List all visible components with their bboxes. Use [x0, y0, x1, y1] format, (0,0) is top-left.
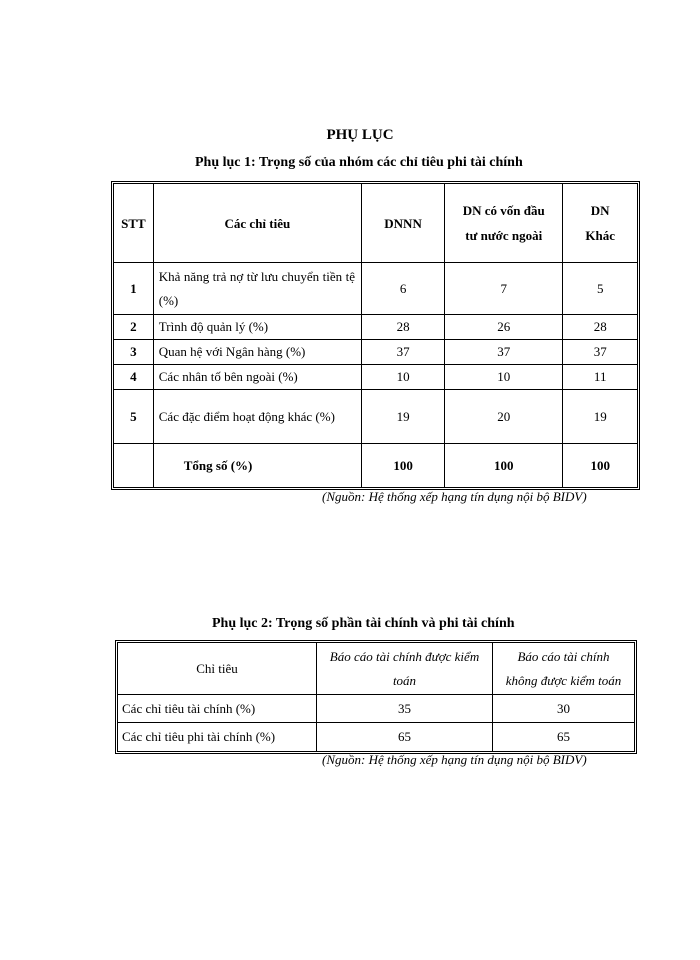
table-row [114, 315, 637, 340]
row-name: Các chỉ tiêu phi tài chính (%) [118, 723, 317, 751]
appendix1-subtitle: Phụ lục 1: Trọng số của nhóm các chỉ tiêu phi tài chính [195, 155, 523, 170]
row-name: Các đặc điểm hoạt động khác (%) [154, 390, 362, 444]
row-name: Khả năng trả nợ từ lưu chuyển tiền tệ (%) [154, 263, 362, 315]
row-stt: 1 [114, 263, 154, 315]
table-header-row [118, 643, 634, 695]
row-value-unaudited: 65 [557, 729, 570, 744]
appendix1-table [111, 181, 640, 490]
row-value-audited: 65 [317, 723, 493, 751]
row-name: Các chỉ tiêu tài chính (%) [118, 695, 317, 723]
row-value-fdi: 37 [445, 340, 563, 365]
row-value-audited: 35 [317, 695, 493, 723]
row-value-dnnn: 19 [362, 390, 445, 444]
page-title: PHỤ LỤC [326, 127, 394, 143]
header-dnnn: DNNN [362, 184, 445, 263]
row-stt: 5 [114, 390, 154, 444]
total-value-other: 100 [590, 457, 610, 473]
row-name: Trình độ quản lý (%) [154, 315, 362, 340]
row-value-other: 28 [563, 315, 637, 340]
row-value-fdi: 26 [445, 315, 563, 340]
table-row [118, 695, 634, 723]
row-value-other: 11 [563, 365, 637, 390]
row-value-fdi: 7 [445, 263, 563, 315]
appendix2-subtitle: Phụ lục 2: Trọng số phần tài chính và phi tài chính [212, 616, 515, 631]
row-name: Các nhân tố bên ngoài (%) [154, 365, 362, 390]
appendix2-source: (Nguồn: Hệ thống xếp hạng tín dụng nội bộ BIDV) [322, 752, 587, 767]
row-stt: 2 [114, 315, 154, 340]
header-criteria: Chỉ tiêu [118, 643, 317, 695]
row-value-unaudited: 30 [493, 695, 634, 723]
table-total-row [114, 444, 637, 487]
header-unaudited: Báo cáo tài chính không được kiểm toán [493, 643, 634, 695]
row-name: Quan hệ với Ngân hàng (%) [154, 340, 362, 365]
row-value-dnnn: 6 [362, 263, 445, 315]
row-value-dnnn: 28 [362, 315, 445, 340]
appendix1-source: (Nguồn: Hệ thống xếp hạng tín dụng nội bộ BIDV) [322, 489, 587, 504]
row-value-other: 5 [563, 263, 637, 315]
header-stt: STT [114, 184, 154, 263]
total-value-fdi: 100 [445, 444, 563, 487]
header-audited: Báo cáo tài chính được kiểm toán [317, 643, 493, 695]
row-value-dnnn: 37 [362, 340, 445, 365]
row-value-fdi: 20 [445, 390, 563, 444]
header-dn-fdi: DN có vốn đầu tư nước ngoài [445, 184, 563, 263]
table-header-row [114, 184, 637, 263]
table-row [114, 263, 637, 315]
table-row [114, 340, 637, 365]
header-criteria: Các chỉ tiêu [154, 184, 362, 263]
row-value-other: 19 [563, 390, 637, 444]
total-label: Tổng số (%) [154, 444, 362, 487]
table-row [114, 390, 637, 444]
row-stt: 4 [114, 365, 154, 390]
row-stt: 3 [114, 340, 154, 365]
row-value-other: 37 [563, 340, 637, 365]
table-row [118, 723, 634, 751]
table-row [114, 365, 637, 390]
row-value-dnnn: 10 [362, 365, 445, 390]
appendix2-table [115, 640, 637, 754]
row-value-fdi: 10 [445, 365, 563, 390]
header-dn-other: DN Khác [563, 184, 637, 263]
total-stt [114, 444, 154, 487]
total-value-dnnn: 100 [362, 444, 445, 487]
